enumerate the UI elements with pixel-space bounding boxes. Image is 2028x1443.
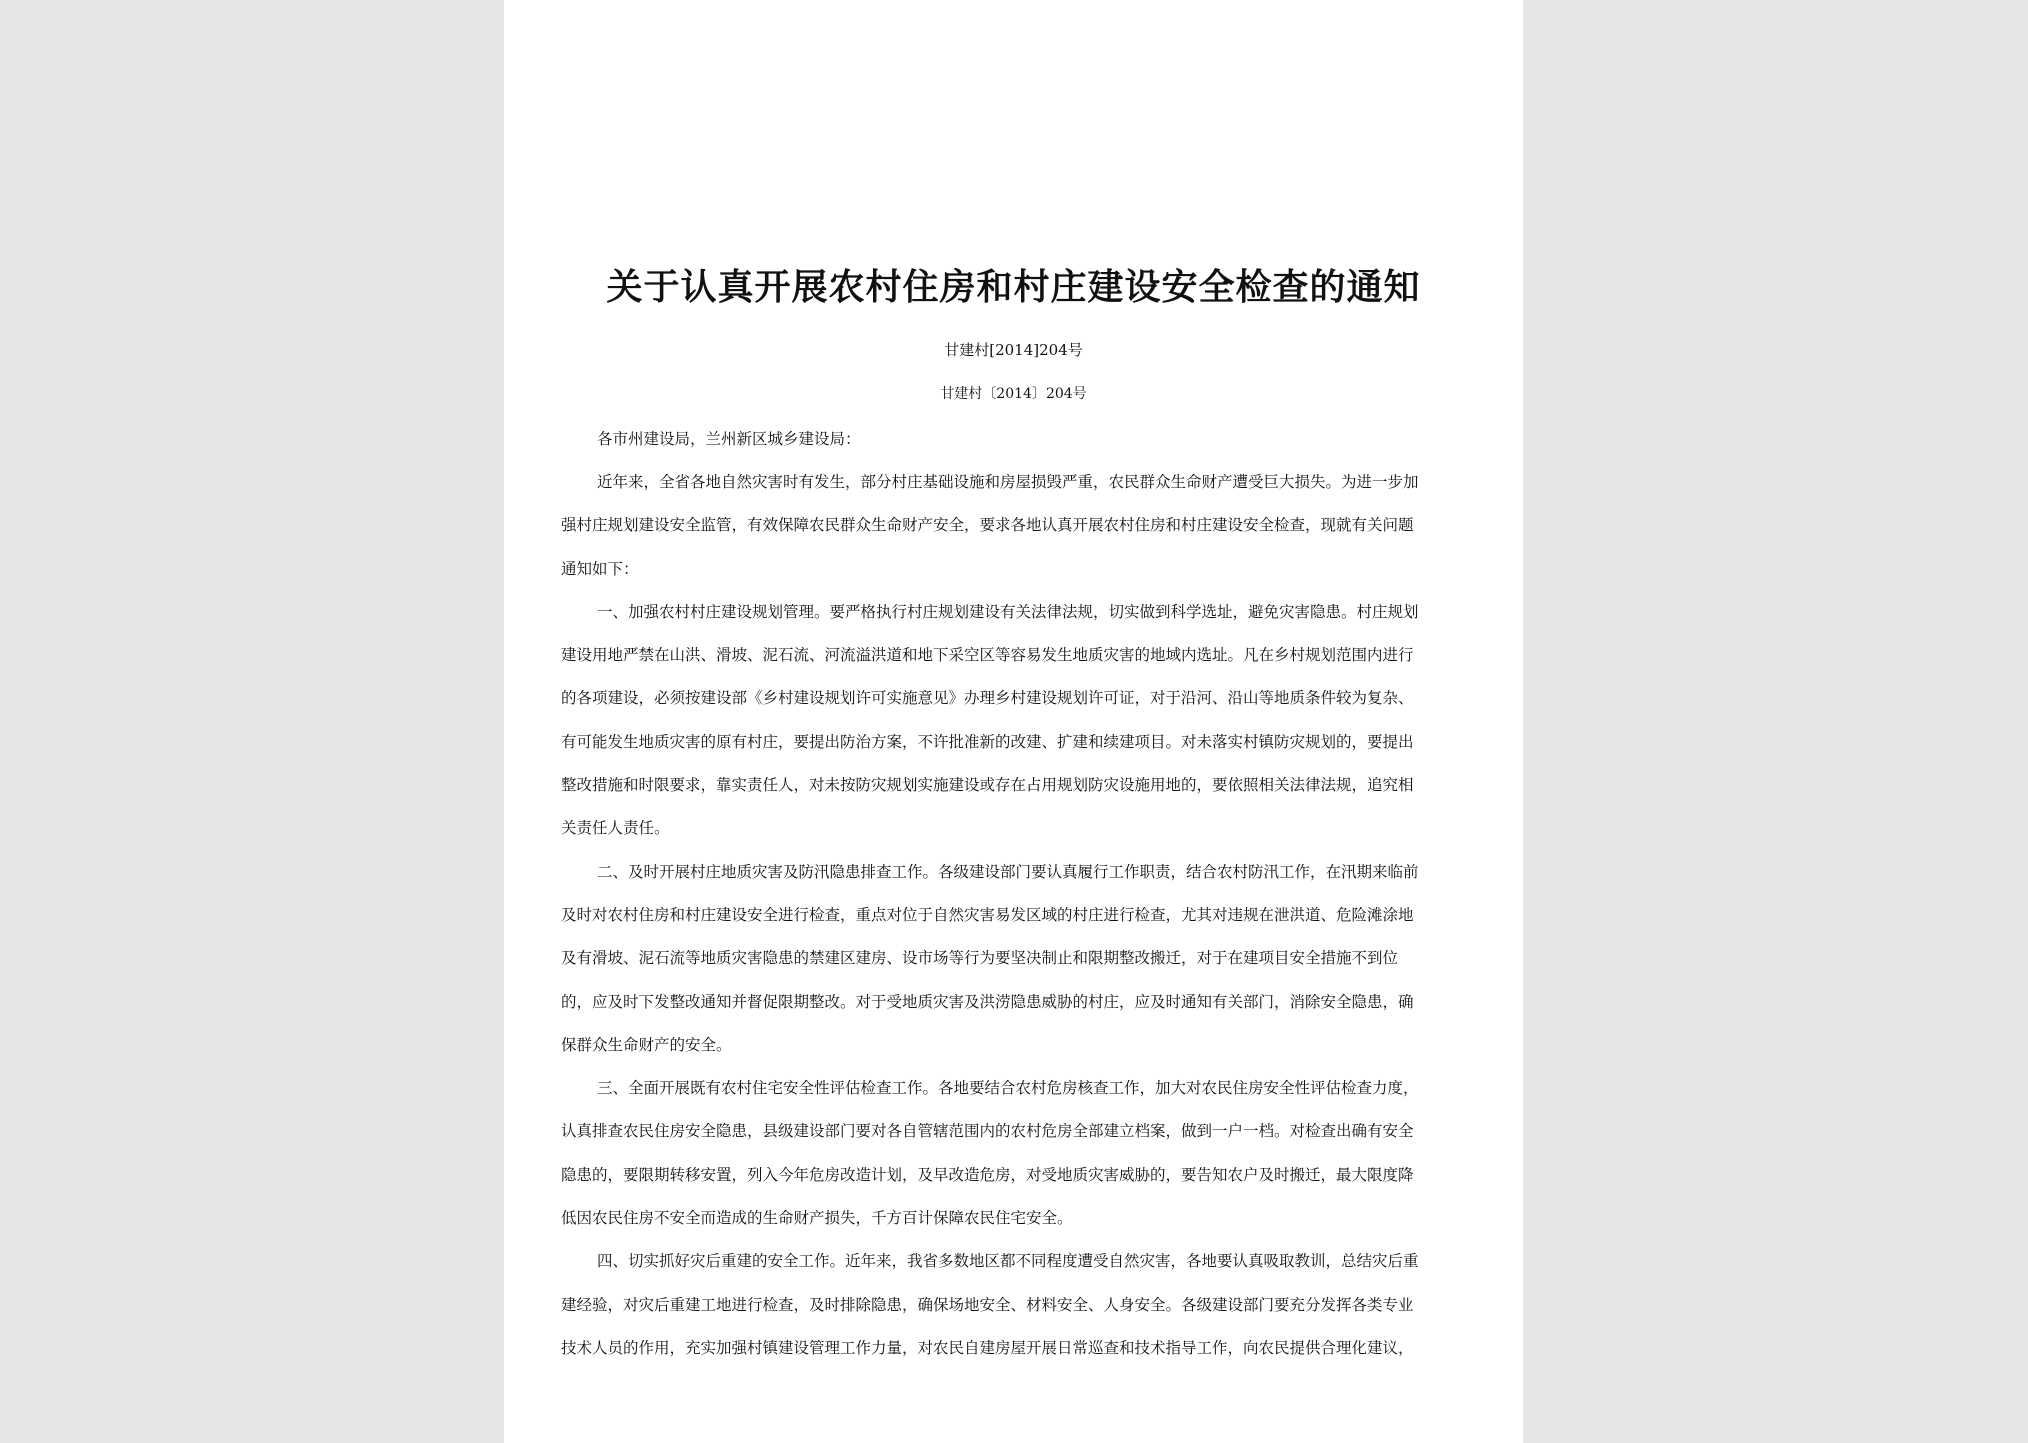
paragraph-section-1: 一、加强农村村庄建设规划管理。要严格执行村庄规划建设有关法律法规，切实做到科学选址，避免灾害隐患。村庄规划 建设用地严禁在山洪、滑坡、泥石流、河流溢洪道和地下采空区等容易发生地质灾害的地域内选址。凡在乡村规划范围内进行 的各项建设，必须按建设部《乡村建设规划许可实施意见》办理乡村建设规划许可证，对于沿河、沿山等地质条件较为复杂、 有可能发生地质灾害的原有村庄，要提出防治方案，不许批准新的改建、扩建和续建项目。对未落实村镇防灾规划的，要提出 整改措施和时限要求，靠实责任人，对未按防灾规划实施建设或存在占用规划防灾设施用地的，要依照相关法律法规，追究相 关责任人责任。 (561, 602, 1419, 838)
paragraph-section-3: 三、全面开展既有农村住宅安全性评估检查工作。各地要结合农村危房核查工作，加大对农民住房安全性评估检查力度， 认真排查农民住房安全隐患，县级建设部门要对各自管辖范围内的农村危房全部建立档案，做到一户一档。对检查出确有安全 隐患的，要限期转移安置，列入今年危房改造计划，及早改造危房，对受地质灾害威胁的，要告知农户及时搬迁，最大限度降 低因农民住房不安全而造成的生命财产损失，千方百计保障农民住宅安全。 (561, 1079, 1419, 1228)
salutation: 各市州建设局，兰州新区城乡建设局： (597, 430, 861, 448)
paragraph-section-2: 二、及时开展村庄地质灾害及防汛隐患排查工作。各级建设部门要认真履行工作职责，结合农村防汛工作，在汛期来临前 及时对农村住房和村庄建设安全进行检查，重点对位于自然灾害易发区域的村庄进行检查，尤其对违规在泄洪道、危险滩涂地 及有滑坡、泥石流等地质灾害隐患的禁建区建房、设市场等行为要坚决制止和限期整改搬迁，对于在建项目安全措施不到位 的，应及时下发整改通知并督促限期整改。对于受地质灾害及洪涝隐患威胁的村庄，应及时通知有关部门，消除安全隐患，确 保群众生命财产的安全。 (561, 862, 1419, 1054)
document-number: 甘建村〔2014〕204号 (940, 386, 1087, 402)
document-title: 关于认真开展农村住房和村庄建设安全检查的通知 (606, 266, 1421, 308)
paragraph-section-4: 四、切实抓好灾后重建的安全工作。近年来，我省多数地区都不同程度遭受自然灾害，各地要认真吸取教训，总结灾后重 建经验，对灾后重建工地进行检查，及时排除隐患，确保场地安全、材料安全、人身安全。各级建设部门要充分发挥各类专业 技术人员的作用，充实加强村镇建设管理工作力量，对农民自建房屋开展日常巡查和技术指导工作，向农民提供合理化建议， (561, 1252, 1419, 1357)
document-number-header: 甘建村[2014]204号 (944, 341, 1083, 359)
document-page (504, 0, 1523, 1443)
paragraph-intro: 近年来，全省各地自然灾害时有发生，部分村庄基础设施和房屋损毁严重，农民群众生命财产遭受巨大损失。为进一步加 强村庄规划建设安全监管，有效保障农民群众生命财产安全，要求各地认真开展农村住房和村庄建设安全检查，现就有关问题 通知如下： (561, 473, 1419, 578)
